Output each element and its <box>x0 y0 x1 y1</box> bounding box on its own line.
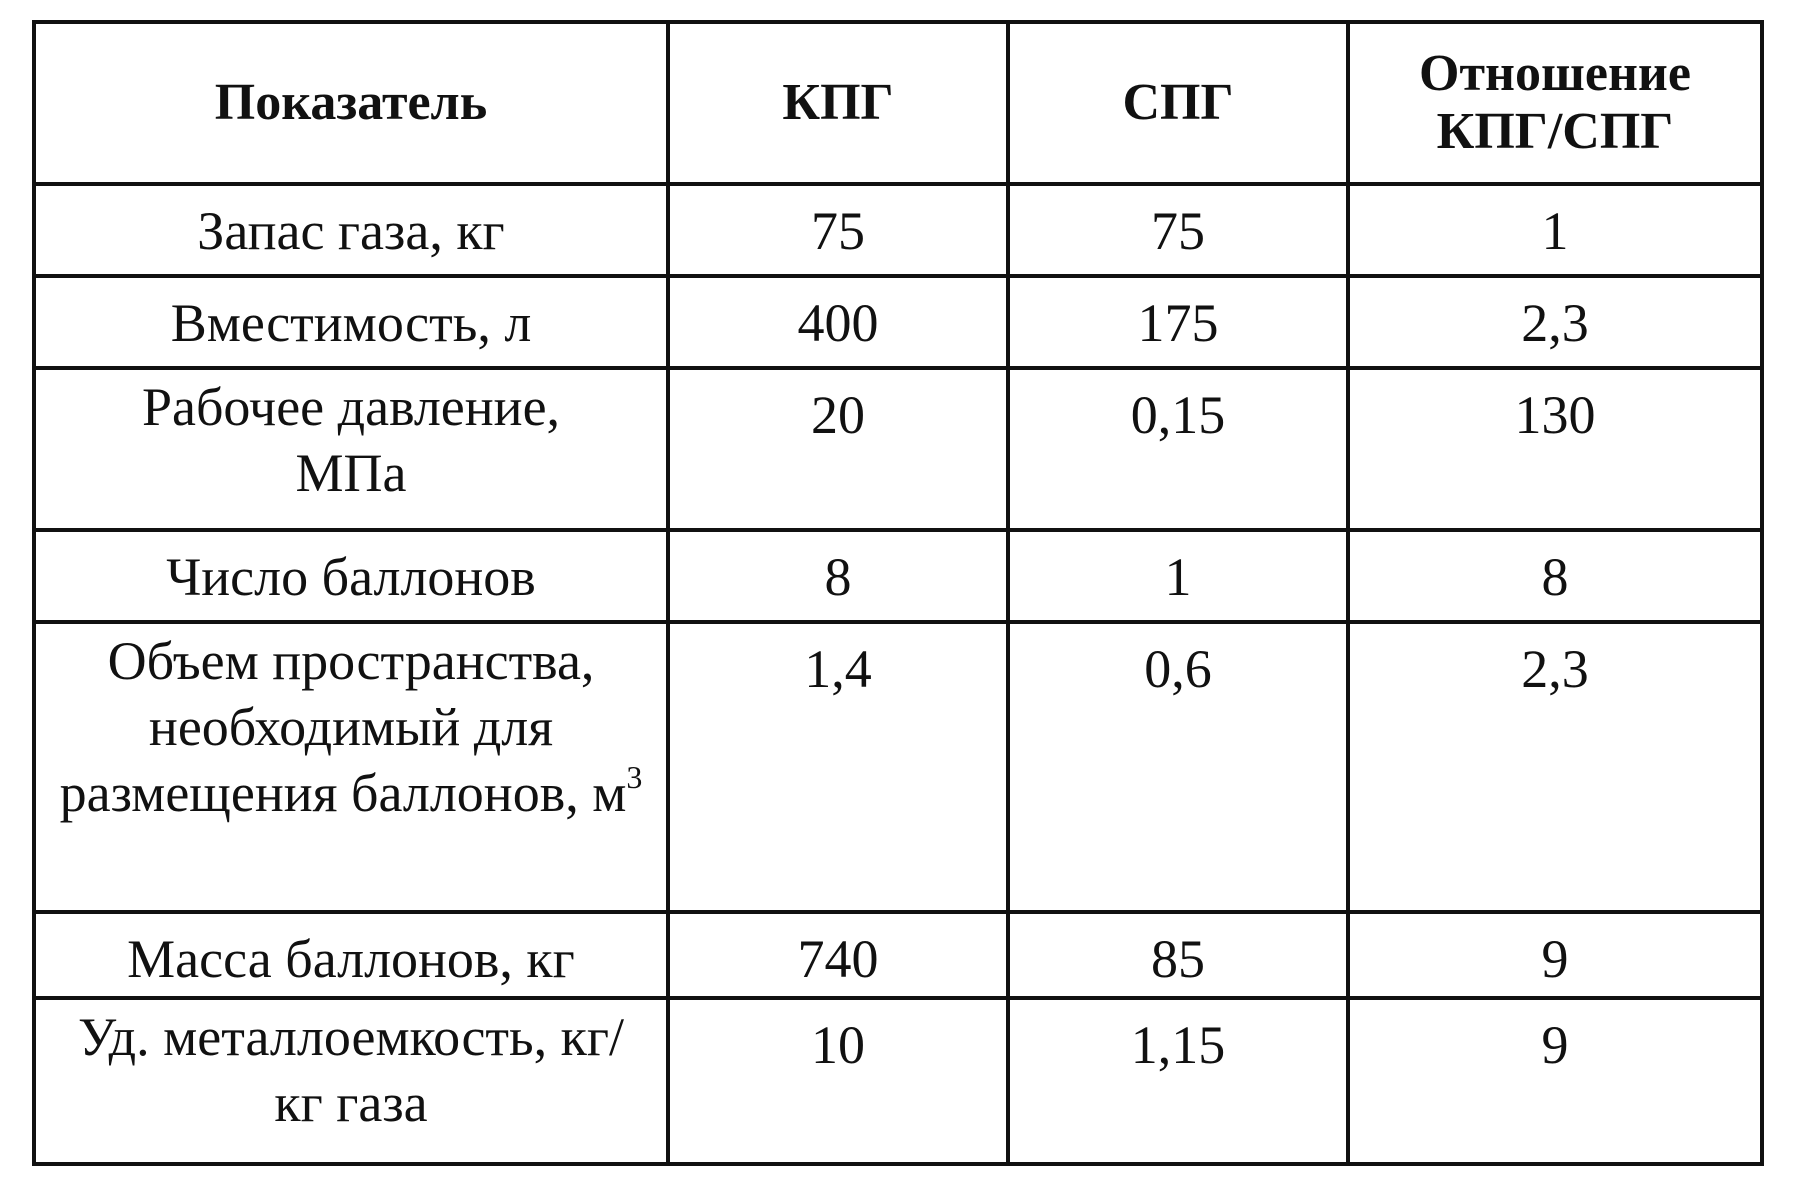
spg-value: 85 <box>1008 912 1348 998</box>
table-row <box>34 912 1762 998</box>
table-row <box>34 530 1762 622</box>
row-label: Запас газа, кг <box>34 184 668 276</box>
header-kpg: КПГ <box>668 22 1008 184</box>
row-label: Число баллонов <box>34 530 668 622</box>
ratio-value: 1 <box>1348 184 1762 276</box>
row-label: Вместимость, л <box>34 276 668 368</box>
header-ratio: Отношение КПГ/СПГ <box>1348 22 1762 184</box>
row-label <box>34 622 668 912</box>
row-label-text: Объем пространства, необходимый для размещения баллонов, м <box>59 631 627 823</box>
spg-value: 0,15 <box>1008 368 1348 530</box>
spg-value: 1 <box>1008 530 1348 622</box>
kpg-value: 1,4 <box>668 622 1008 912</box>
spg-value: 1,15 <box>1008 998 1348 1164</box>
unit-exponent: 3 <box>626 759 643 795</box>
ratio-value: 130 <box>1348 368 1762 530</box>
table-row <box>34 184 1762 276</box>
table-row <box>34 276 1762 368</box>
data-table <box>32 20 1764 1166</box>
spg-value: 75 <box>1008 184 1348 276</box>
row-label: Уд. металлоемкость, кг/кг газа <box>34 998 668 1164</box>
kpg-value: 740 <box>668 912 1008 998</box>
kpg-value: 10 <box>668 998 1008 1164</box>
header-row <box>34 22 1762 184</box>
header-spg: СПГ <box>1008 22 1348 184</box>
ratio-value: 2,3 <box>1348 622 1762 912</box>
kpg-value: 75 <box>668 184 1008 276</box>
kpg-value: 8 <box>668 530 1008 622</box>
table-row <box>34 998 1762 1164</box>
table-page <box>32 20 1760 1162</box>
table-row <box>34 622 1762 912</box>
spg-value: 0,6 <box>1008 622 1348 912</box>
ratio-value: 2,3 <box>1348 276 1762 368</box>
kpg-value: 400 <box>668 276 1008 368</box>
row-label: Рабочее давление, МПа <box>34 368 668 530</box>
kpg-value: 20 <box>668 368 1008 530</box>
ratio-value: 8 <box>1348 530 1762 622</box>
table-row <box>34 368 1762 530</box>
row-label: Масса баллонов, кг <box>34 912 668 998</box>
ratio-value: 9 <box>1348 998 1762 1164</box>
ratio-value: 9 <box>1348 912 1762 998</box>
header-indicator: Показатель <box>34 22 668 184</box>
spg-value: 175 <box>1008 276 1348 368</box>
